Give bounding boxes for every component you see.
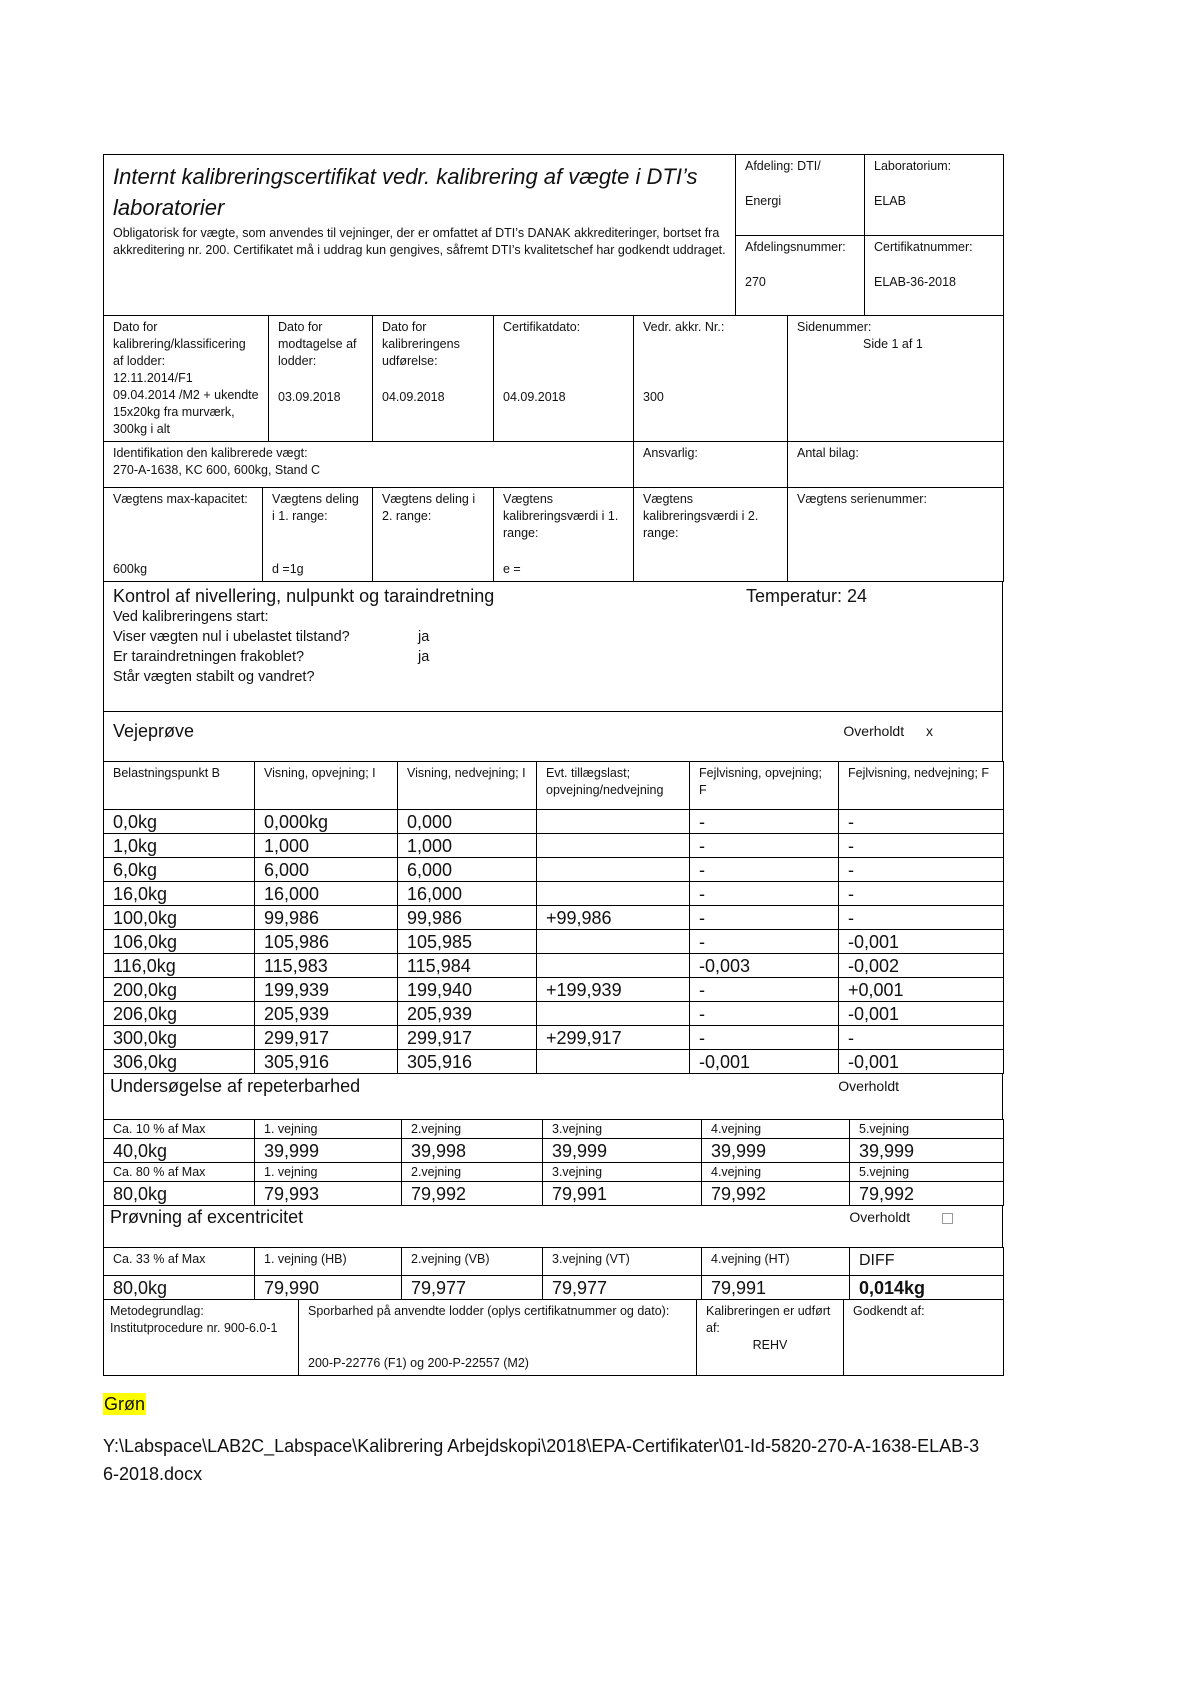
kal1-cell [494,488,634,582]
table-cell: 40,0kg [104,1139,255,1163]
metode-label: Metodegrundlag: [110,1304,204,1318]
godkendt-label: Godkendt af: [844,1300,1004,1376]
table-header-cell: 1. vejning [255,1120,402,1139]
table-cell: 0,000 [398,810,537,834]
table-cell: 79,991 [543,1182,702,1206]
table-cell: +199,939 [537,978,690,1002]
table-header-cell: 3.vejning (VT) [543,1248,702,1276]
table-cell [537,810,690,834]
ecc-title: Prøvning af excentricitet [110,1207,304,1227]
table-cell: - [839,834,1004,858]
table-cell: 79,990 [255,1276,402,1300]
kontrol-answer: ja [418,649,430,665]
ident-value: 270-A-1638, KC 600, 600kg, Stand C [113,463,321,477]
ident-label: Identifikation den kalibrerede vægt: [113,446,308,460]
table-header-cell: 2.vejning [402,1163,543,1182]
modtagelse-value: 03.09.2018 [278,390,341,404]
table-cell: -0,001 [839,1050,1004,1074]
certdato-value: 04.09.2018 [503,390,566,404]
kontrol-answer: ja [418,629,430,645]
table-cell: -0,001 [839,930,1004,954]
table-cell: 0,0kg [104,810,255,834]
table-cell: 299,917 [398,1026,537,1050]
table-cell: -0,002 [839,954,1004,978]
spor-cell [299,1300,697,1376]
table-cell: - [690,882,839,906]
kontrol-question: Er taraindretningen frakoblet? [113,649,305,665]
start-label: Ved kalibreringens start: [113,609,269,625]
repeat-table [103,1119,1004,1206]
kontrol-title: Kontrol af nivellering, nulpunkt og taraindretning [113,586,495,606]
table-header-cell: 3.vejning [543,1120,702,1139]
serie-cell [788,488,1004,582]
table-cell: 80,0kg [104,1182,255,1206]
table-header-cell: 1. vejning (HB) [255,1248,402,1276]
table-header-cell: DIFF [850,1248,1004,1276]
table-cell: 306,0kg [104,1050,255,1074]
table-cell: 39,999 [255,1139,402,1163]
akkr-label: Vedr. akkr. Nr.: [643,320,725,334]
table-row [104,1050,1004,1074]
kontrol-question-row [113,627,993,647]
ecc-title-section [103,1205,1003,1248]
udforelse-value: 04.09.2018 [382,390,445,404]
table-cell: - [839,1026,1004,1050]
kal2-label: Vægtens kalibreringsværdi i 2. range: [643,492,759,540]
table-row [104,1026,1004,1050]
table-header-cell: 2.vejning (VB) [402,1248,543,1276]
table-cell: 16,0kg [104,882,255,906]
title-cell [104,155,736,316]
table-cell: 200,0kg [104,978,255,1002]
udforelse-label: Dato for kalibreringens udførelse: [382,320,460,368]
vejeprove-table [103,761,1004,1074]
kontrol-question-row [113,667,993,687]
max-value: 600kg [113,562,148,576]
table-cell: 115,983 [255,954,398,978]
table-cell: 106,0kg [104,930,255,954]
table-cell: 115,984 [398,954,537,978]
table-cell: 16,000 [398,882,537,906]
table-cell: 205,939 [398,1002,537,1026]
table-cell: 105,985 [398,930,537,954]
kontrol-cell [104,582,1003,712]
certdato-cell [494,316,634,442]
side-label: Sidenummer: [797,320,872,334]
table-header-cell: Fejlvisning, nedvejning; F [839,762,1004,810]
table-cell [537,1002,690,1026]
udforelse-cell [373,316,494,442]
table-header-cell: 1. vejning [255,1163,402,1182]
deling1-label: Vægtens deling i 1. range: [272,492,359,523]
table-cell: - [690,810,839,834]
table-cell: - [690,834,839,858]
serie-label: Vægtens serienummer: [797,492,927,506]
afdeling-value: Energi [745,194,782,208]
table-header-cell: 3.vejning [543,1163,702,1182]
repeat-title-section [103,1073,1003,1120]
table-cell: -0,003 [690,954,839,978]
table-cell: - [690,930,839,954]
table-cell: 79,992 [850,1182,1004,1206]
spor-value: 200-P-22776 (F1) og 200-P-22557 (M2) [308,1356,529,1370]
diff-value: 0,014kg [850,1276,1004,1300]
capacity-section [103,487,1004,582]
table-cell: 39,999 [543,1139,702,1163]
deling2-label: Vægtens deling i 2. range: [382,492,476,523]
table-header-cell: 5.vejning [850,1163,1004,1182]
table-cell: 305,916 [398,1050,537,1074]
kal2-cell [634,488,788,582]
table-cell: - [690,978,839,1002]
temperature-text: Temperatur: 24 [745,586,867,606]
laboratorium-cell [865,155,1004,236]
deling1-cell [263,488,373,582]
table-row [104,978,1004,1002]
certificate-document [103,154,1003,1376]
ident-section [103,441,1004,488]
kal1-value: e = [503,562,521,576]
max-label: Vægtens max-kapacitet: [113,492,248,506]
repeat-title-cell [104,1074,1003,1120]
document-title: Internt kalibreringscertifikat vedr. kalibrering af vægte i DTI’s laboratorier [113,164,698,220]
udfort-value: REHV [752,1338,788,1352]
laboratorium-value: ELAB [874,194,906,208]
lodder-cell [104,316,269,442]
afdeling-label: Afdeling: DTI/ [745,159,821,173]
table-header-cell: Belastningspunkt B [104,762,255,810]
table-cell [537,930,690,954]
table-row [104,954,1004,978]
kontrol-question: Står vægten stabilt og vandret? [113,669,315,685]
vejeprove-title-cell [104,712,1003,762]
certifikatnummer-cell [865,236,1004,316]
spor-label: Sporbarhed på anvendte lodder (oplys certifikatnummer og dato): [308,1304,670,1318]
udfort-cell [697,1300,844,1376]
ecc-table [103,1247,1004,1300]
table-cell: - [839,858,1004,882]
table-cell: 39,999 [702,1139,850,1163]
vejeprove-mark: x [926,723,933,739]
side-value: Side 1 af 1 [863,337,923,351]
table-header-cell: Visning, opvejning; I [255,762,398,810]
table-cell: - [690,1002,839,1026]
table-cell: 199,940 [398,978,537,1002]
highlighted-note: Grøn [104,1394,146,1414]
table-row [104,906,1004,930]
table-cell: 39,998 [402,1139,543,1163]
modtagelse-label: Dato for modtagelse af lodder: [278,320,357,368]
table-cell: 1,000 [398,834,537,858]
repeat-header-row [104,1120,1004,1139]
table-cell: 80,0kg [104,1276,255,1300]
intro-text: Obligatorisk for vægte, som anvendes til vejninger, der er omfattet af DTI’s DANAK akkrediteringer, bortset fra akkreditering nr. 200. Certifikatet må i uddrag kun gengives, såfremt DTI’s kvalitetschef har godkendt uddraget. [113,226,726,257]
udfort-label: Kalibreringen er udført af: [706,1304,831,1335]
ecc-status: Overholdt [849,1209,911,1225]
table-cell: - [690,858,839,882]
table-cell: 99,986 [398,906,537,930]
table-cell [537,1050,690,1074]
ecc-title-cell [104,1206,1003,1248]
table-cell: 116,0kg [104,954,255,978]
table-row [104,930,1004,954]
table-header-cell: Ca. 10 % af Max [104,1120,255,1139]
afdelingsnummer-cell [736,236,865,316]
table-cell: 6,000 [255,858,398,882]
table-header-cell: 4.vejning (HT) [702,1248,850,1276]
file-path: Y:\Labspace\LAB2C_Labspace\Kalibrering Arbejdskopi\2018\EPA-Certifikater\01-Id-5820-270-A-1638-ELAB-36-2018.docx [103,1436,980,1484]
table-header-cell: Visning, nedvejning; I [398,762,537,810]
table-cell: 6,0kg [104,858,255,882]
certifikatnummer-label: Certifikatnummer: [874,240,973,254]
table-cell: - [839,810,1004,834]
table-cell: 199,939 [255,978,398,1002]
table-cell: +99,986 [537,906,690,930]
table-cell: 79,992 [702,1182,850,1206]
table-cell [537,858,690,882]
table-row [104,858,1004,882]
laboratorium-label: Laboratorium: [874,159,952,173]
akkr-cell [634,316,788,442]
vejeprove-status: Overholdt [843,723,905,739]
modtagelse-cell [269,316,373,442]
repeat-title: Undersøgelse af repeterbarhed [110,1076,361,1096]
table-cell [537,954,690,978]
table-cell: 205,939 [255,1002,398,1026]
kontrol-question: Viser vægten nul i ubelastet tilstand? [113,629,350,645]
afdelingsnummer-label: Afdelingsnummer: [745,240,846,254]
table-cell: 299,917 [255,1026,398,1050]
ecc-checkbox[interactable] [942,1213,953,1224]
kal1-label: Vægtens kalibreringsværdi i 1. range: [503,492,619,540]
table-cell [537,834,690,858]
table-cell [537,882,690,906]
dates-section [103,315,1004,442]
table-cell: 1,000 [255,834,398,858]
afdeling-cell [736,155,865,236]
table-cell: 99,986 [255,906,398,930]
table-cell: -0,001 [839,1002,1004,1026]
table-cell: 39,999 [850,1139,1004,1163]
table-cell: 16,000 [255,882,398,906]
footer-section [103,1299,1004,1376]
vejeprove-header-row [104,762,1004,810]
table-cell: 79,977 [543,1276,702,1300]
table-header-cell: Fejlvisning, opvejning; F [690,762,839,810]
table-cell: - [690,1026,839,1050]
table-row [104,882,1004,906]
repeat-status: Overholdt [838,1078,899,1094]
table-cell: - [839,906,1004,930]
table-header-cell: Ca. 80 % af Max [104,1163,255,1182]
table-cell: - [839,882,1004,906]
table-row [104,1276,1004,1300]
metode-value: Institutprocedure nr. 900-6.0-1 [110,1321,278,1335]
table-cell: 206,0kg [104,1002,255,1026]
table-cell: 100,0kg [104,906,255,930]
table-cell: 6,000 [398,858,537,882]
ident-cell [104,442,634,488]
side-cell [788,316,1004,442]
table-row [104,1139,1004,1163]
vejeprove-title: Vejeprøve [113,721,195,741]
table-cell: - [690,906,839,930]
deling2-cell [373,488,494,582]
table-cell: 79,993 [255,1182,402,1206]
bilag-label: Antal bilag: [788,442,1004,488]
table-row [104,834,1004,858]
table-cell: 300,0kg [104,1026,255,1050]
table-cell: 305,916 [255,1050,398,1074]
table-header-cell: 5.vejning [850,1120,1004,1139]
certifikatnummer-value: ELAB-36-2018 [874,275,957,289]
table-cell: 79,992 [402,1182,543,1206]
table-cell: 79,977 [402,1276,543,1300]
table-cell: 79,991 [702,1276,850,1300]
table-row [104,1002,1004,1026]
table-header-cell: 4.vejning [702,1163,850,1182]
table-cell: +0,001 [839,978,1004,1002]
header-section [103,154,1004,316]
table-header-cell: 4.vejning [702,1120,850,1139]
table-row [104,1182,1004,1206]
ecc-header-row [104,1248,1004,1276]
table-header-cell: Ca. 33 % af Max [104,1248,255,1276]
repeat-header-row [104,1163,1004,1182]
table-cell: 105,986 [255,930,398,954]
max-cell [104,488,263,582]
vejeprove-title-section [103,711,1003,762]
table-header-cell: 2.vejning [402,1120,543,1139]
lodder-label: Dato for kalibrering/klassificering af lodder: [113,320,246,368]
metode-cell [104,1300,299,1376]
lodder-value: 12.11.2014/F1 09.04.2014 /M2 + ukendte 15x20kg fra murværk, 300kg i alt [113,371,259,436]
deling1-value: d =1g [272,562,304,576]
kontrol-question-row [113,647,993,667]
table-cell: -0,001 [690,1050,839,1074]
afdelingsnummer-value: 270 [745,275,766,289]
kontrol-section [103,581,1003,712]
table-row [104,810,1004,834]
table-cell: +299,917 [537,1026,690,1050]
table-header-cell: Evt. tillægslast; opvejning/nedvejning [537,762,690,810]
certdato-label: Certifikatdato: [503,320,581,334]
table-cell: 1,0kg [104,834,255,858]
table-cell: 0,000kg [255,810,398,834]
akkr-value: 300 [643,390,664,404]
ansvarlig-label: Ansvarlig: [634,442,788,488]
